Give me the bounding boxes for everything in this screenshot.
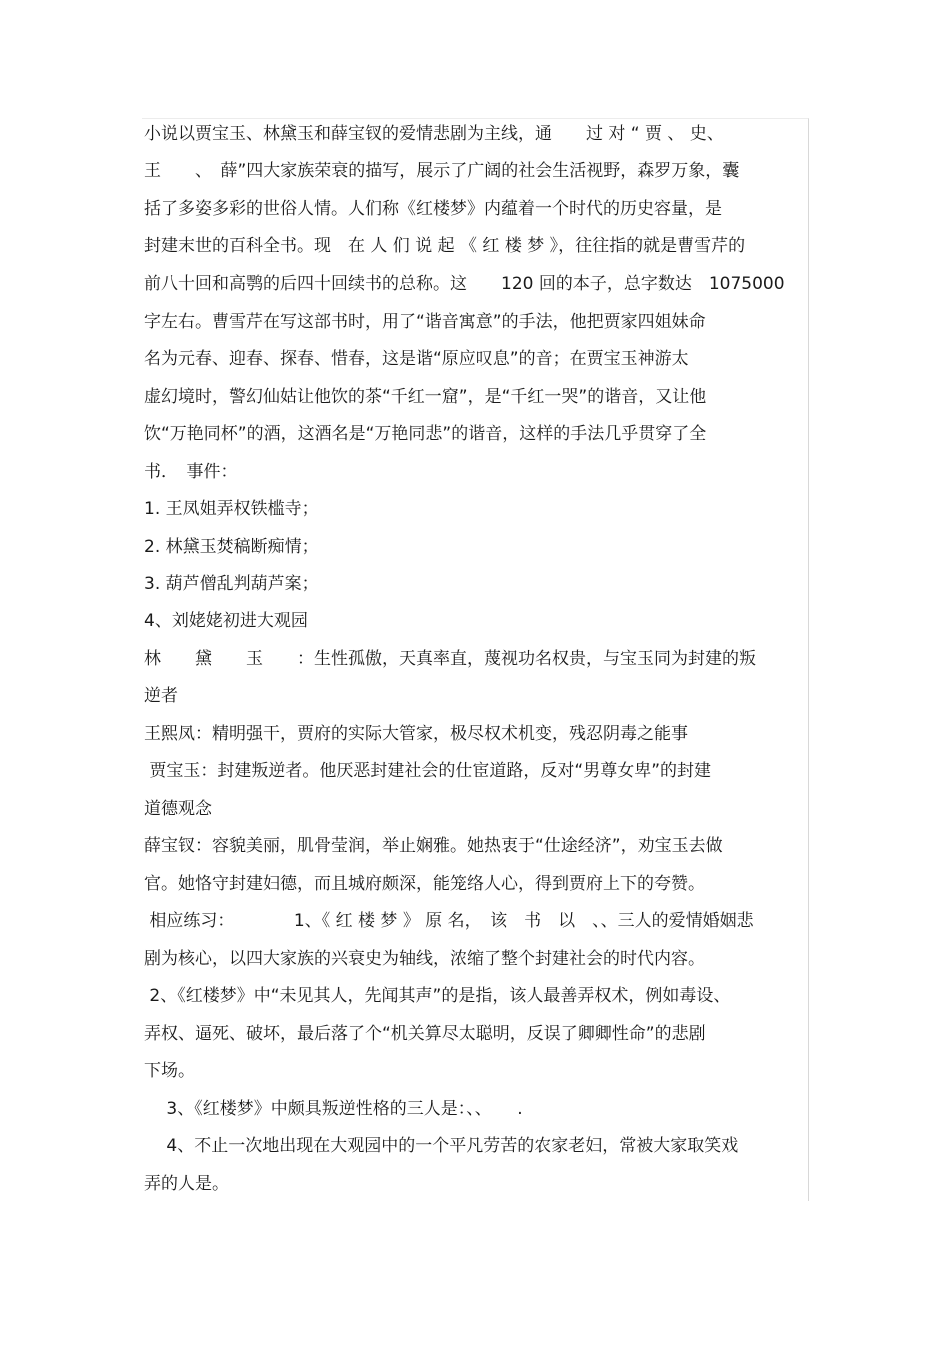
text-line: 小说以贾宝玉、林黛玉和薛宝钗的爱情悲剧为主线，通 过 对 “ 贾 、 史、 bbox=[144, 124, 724, 144]
event-item: 4、刘姥姥初进大观园 bbox=[144, 611, 308, 631]
text-line: 括了多姿多彩的世俗人情。人们称《红楼梦》内蕴着一个时代的历史容量，是 bbox=[144, 199, 722, 219]
character-description: 官。她恪守封建妇德，而且城府颇深，能笼络人心，得到贾府上下的夸赞。 bbox=[144, 874, 705, 894]
event-item: 1. 王凤姐弄权铁槛寺； bbox=[144, 499, 319, 519]
text-line: 饮“万艳同杯”的酒，这酒名是“万艳同悲”的谐音，这样的手法几乎贯穿了全 bbox=[144, 424, 707, 444]
exercise-question: 下场。 bbox=[144, 1061, 195, 1081]
section-heading-events: 书． 事件： bbox=[144, 462, 238, 482]
text-line: 前八十回和高鹗的后四十回续书的总称。这 120 回的本子，总字数达 1075000 bbox=[144, 274, 785, 294]
exercise-question: 弄的人是。 bbox=[144, 1174, 229, 1194]
text-line: 封建末世的百科全书。现 在 人 们 说 起 《 红 楼 梦 》，往往指的就是曹雪芹的 bbox=[144, 236, 746, 256]
text-line: 字左右。曹雪芹在写这部书时，用了“谐音寓意”的手法，他把贾家四姐妹命 bbox=[144, 312, 706, 332]
text-line: 虚幻境时，警幻仙姑让他饮的茶“千红一窟”，是“千红一哭”的谐音，又让他 bbox=[144, 387, 707, 407]
character-description: 贾宝玉：封建叛逆者。他厌恶封建社会的仕宦道路，反对“男尊女卑”的封建 bbox=[144, 761, 712, 781]
exercise-question: 3、《红楼梦》中颇具叛逆性格的三人是：、、 . bbox=[144, 1099, 523, 1119]
exercise-question: 弄权、逼死、破坏，最后落了个“机关算尽太聪明，反误了卿卿性命”的悲剧 bbox=[144, 1024, 706, 1044]
exercise-question: 剧为核心，以四大家族的兴衰史为轴线，浓缩了整个封建社会的时代内容。 bbox=[144, 949, 705, 969]
event-item: 2. 林黛玉焚稿断痴情； bbox=[144, 537, 319, 557]
exercise-question: 4、不止一次地出现在大观园中的一个平凡劳苦的农家老妇，常被大家取笑戏 bbox=[144, 1136, 739, 1156]
exercise-question: 相应练习： 1、《 红 楼 梦 》 原 名， 该 书 以 、、三人的爱情婚姻悲 bbox=[144, 911, 754, 931]
text-line: 王 、 薛”四大家族荣衰的描写，展示了广阔的社会生活视野，森罗万象，囊 bbox=[144, 161, 740, 181]
exercise-question: 2、《红楼梦》中“未见其人，先闻其声”的是指，该人最善弄权术，例如毒设、 bbox=[144, 986, 731, 1006]
character-description: 薛宝钗：容貌美丽，肌骨莹润，举止娴雅。她热衷于“仕途经济”，劝宝玉去做 bbox=[144, 836, 723, 856]
character-description: 道德观念 bbox=[144, 799, 212, 819]
character-description: 逆者 bbox=[144, 686, 178, 706]
text-line: 名为元春、迎春、探春、惜春，这是谐“原应叹息”的音；在贾宝玉神游太 bbox=[144, 349, 689, 369]
character-description: 王熙凤：精明强干，贾府的实际大管家，极尽权术机变，残忍阴毒之能事 bbox=[144, 724, 688, 744]
character-description: 林 黛 玉 ：生性孤傲，天真率直，蔑视功名权贵，与宝玉同为封建的叛 bbox=[144, 649, 756, 669]
event-item: 3. 葫芦僧乱判葫芦案； bbox=[144, 574, 319, 594]
